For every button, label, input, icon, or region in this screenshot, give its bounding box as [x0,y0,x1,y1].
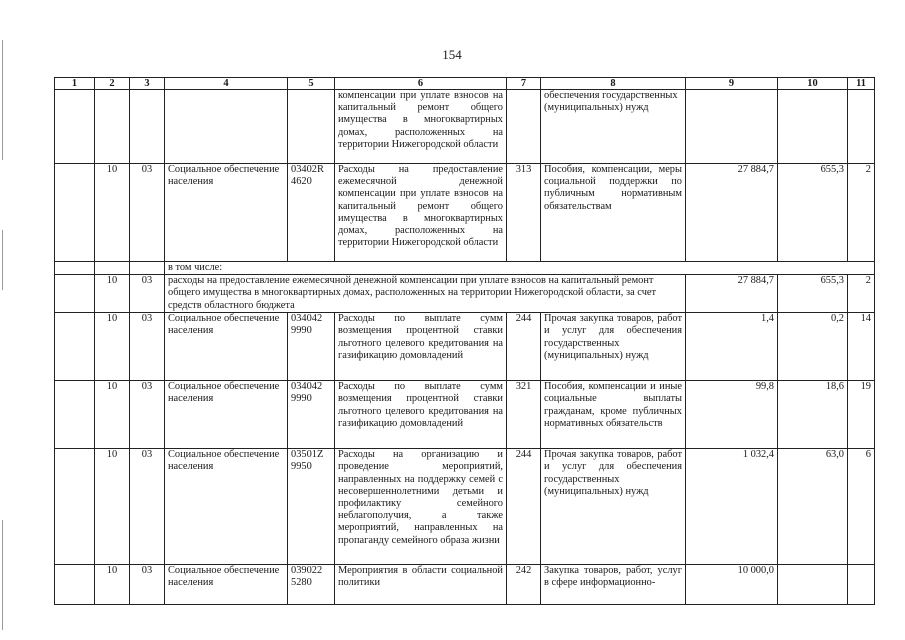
cell-section: 10 [95,164,130,262]
cell-expense-name: Пособия, компенсации, меры социальной поддержки по публичным нормативным обязательствам [541,164,686,262]
cell-amount: 1,4 [686,313,778,381]
cell-name: Социальное обеспечение населения [165,164,288,262]
cell-description: компенсации при уплате взносов на капитальный ремонт общего имущества в многоквартирных домах, расположенных на территории Нижегородской области [335,90,507,164]
column-header: 4 [165,78,288,90]
cell-amount: 10 000,0 [686,565,778,605]
cell-amount: 27 884,7 [686,275,778,313]
cell-description: Расходы на организацию и проведение мероприятий, направленных на поддержку семей с несовершеннолетними детьми и профилактику семейного неблагополучия, а также мероприятий, направленных на пропаганду семейного образа жизни [335,449,507,565]
column-header: 1 [55,78,95,90]
cell-amount-2: 0,2 [778,313,848,381]
cell-col1 [55,565,95,605]
cell-name: Социальное обеспечение населения [165,449,288,565]
cell-expense-type: 313 [507,164,541,262]
cell-description: Расходы на предоставление ежемесячной денежной компенсации при уплате взносов на капитальный ремонт общего имущества в многоквартирных домах, расположенных на территории Нижегородской области [335,164,507,262]
cell-expense-name: обеспечения государственных (муниципальных) нужд [541,90,686,164]
cell-amount-2: 655,3 [778,275,848,313]
cell-col1 [55,90,95,164]
cell-section: 10 [95,565,130,605]
cell-col1 [55,381,95,449]
cell-expense-type: 242 [507,565,541,605]
table-row [55,565,875,605]
scan-edge-artifact [0,0,6,640]
cell-col11: 6 [848,449,875,565]
cell-subsection: 03 [130,164,165,262]
column-header: 10 [778,78,848,90]
cell-col11 [848,565,875,605]
cell-expense-type: 244 [507,313,541,381]
cell-subsection: 03 [130,565,165,605]
cell-description: Мероприятия в области социальной политики [335,565,507,605]
cell-subsection: 03 [130,449,165,565]
table-row [55,90,875,164]
cell-amount: 99,8 [686,381,778,449]
cell-expense-name: Пособия, компенсации и иные социальные выплаты гражданам, кроме публичных нормативных обязательств [541,381,686,449]
cell-target-code: 039022 5280 [288,565,335,605]
cell-amount: 27 884,7 [686,164,778,262]
cell-section: 10 [95,449,130,565]
table-row [55,275,875,313]
cell-subsection: 03 [130,313,165,381]
cell-col11: 19 [848,381,875,449]
cell-name: Социальное обеспечение населения [165,381,288,449]
cell-description: Расходы по выплате сумм возмещения процентной ставки льготного целевого кредитования на газификацию домовладений [335,381,507,449]
cell-col11: 14 [848,313,875,381]
subheader-label: в том числе: [165,262,875,275]
table-row [55,164,875,262]
cell-col1 [55,164,95,262]
cell-expense-name: Прочая закупка товаров, работ и услуг для обеспечения государственных (муниципальных) нужд [541,449,686,565]
cell-amount-2 [778,565,848,605]
cell-subsection [130,90,165,164]
cell-expense-type: 244 [507,449,541,565]
column-header-row [55,78,875,90]
cell-amount-2: 63,0 [778,449,848,565]
cell-subsection: 03 [130,381,165,449]
cell-amount-2: 18,6 [778,381,848,449]
cell-expense-type: 321 [507,381,541,449]
cell-amount: 1 032,4 [686,449,778,565]
cell-target-code: 034042 9990 [288,381,335,449]
cell-name: Социальное обеспечение населения [165,565,288,605]
cell-name: Социальное обеспечение населения [165,313,288,381]
cell-section: 10 [95,275,130,313]
column-header: 2 [95,78,130,90]
cell-col1 [55,313,95,381]
cell-merged-description: расходы на предоставление ежемесячной денежной компенсации при уплате взносов на капитальный ремонт общего имущества в многоквартирных домах, расположенных на территории Нижегородской области, за счет средств областного бюджета [165,275,686,313]
cell-target-code: 03402R 4620 [288,164,335,262]
page-number: 154 [442,47,462,62]
column-header: 9 [686,78,778,90]
column-header: 7 [507,78,541,90]
cell-expense-name: Закупка товаров, работ, услуг в сфере информационно- [541,565,686,605]
cell-expense-name: Прочая закупка товаров, работ и услуг для обеспечения государственных (муниципальных) нужд [541,313,686,381]
subheader-row [55,262,875,275]
cell-col11: 2 [848,164,875,262]
table-row [55,313,875,381]
cell-col11 [848,90,875,164]
column-header: 8 [541,78,686,90]
cell-target-code: 034042 9990 [288,313,335,381]
cell-target-code [288,90,335,164]
cell-target-code: 03501Z 9950 [288,449,335,565]
column-header: 11 [848,78,875,90]
cell-col11: 2 [848,275,875,313]
cell-expense-type [507,90,541,164]
cell-subsection: 03 [130,275,165,313]
cell-description: Расходы по выплате сумм возмещения процентной ставки льготного целевого кредитования на газификацию домовладений [335,313,507,381]
cell-section: 10 [95,313,130,381]
budget-table [54,77,875,605]
table-row [55,381,875,449]
cell-amount-2: 655,3 [778,164,848,262]
cell-amount [686,90,778,164]
cell-amount-2 [778,90,848,164]
column-header: 6 [335,78,507,90]
table-row [55,449,875,565]
cell-section: 10 [95,381,130,449]
column-header: 3 [130,78,165,90]
cell-col1 [55,449,95,565]
cell-name [165,90,288,164]
cell-section [95,90,130,164]
column-header: 5 [288,78,335,90]
